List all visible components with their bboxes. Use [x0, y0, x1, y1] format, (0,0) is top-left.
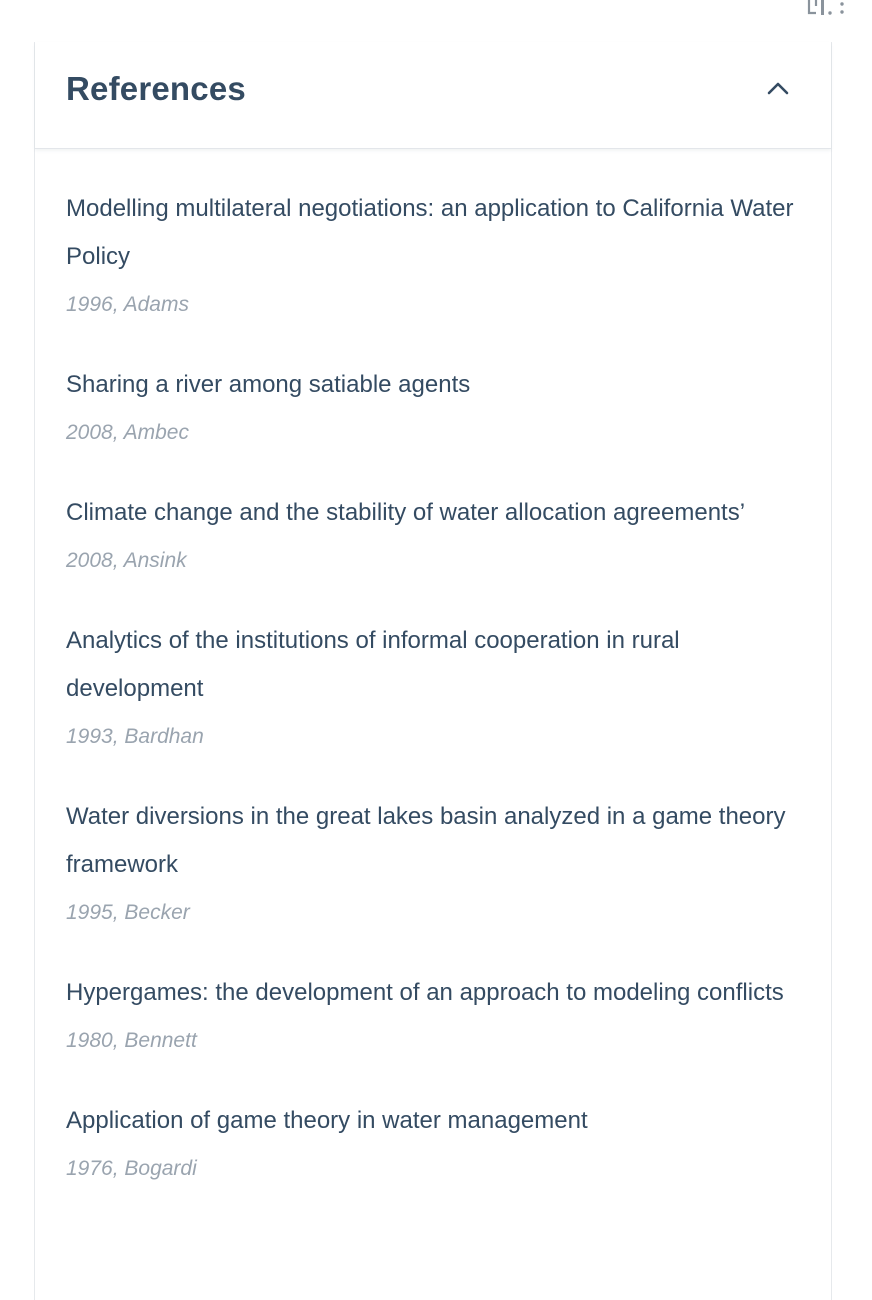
reference-title-link[interactable]: Water diversions in the great lakes basin analyzed in a game theory framework — [66, 803, 786, 878]
reference-item — [66, 361, 801, 457]
reference-item — [66, 617, 801, 761]
reference-year-author: 2008, Ambec — [66, 421, 189, 444]
reference-item — [66, 1097, 801, 1193]
reference-title-link[interactable]: Sharing a river among satiable agents — [66, 371, 471, 398]
reference-item — [66, 969, 801, 1065]
reference-title-link[interactable]: Hypergames: the development of an approach to modeling conflicts — [66, 979, 784, 1006]
chevron-up-icon[interactable] — [765, 78, 791, 98]
reference-title-link[interactable]: Climate change and the stability of water allocation agreements’ — [66, 499, 746, 526]
reference-item — [66, 185, 801, 329]
panel-title: References — [66, 70, 246, 107]
reference-year-author: 1993, Bardhan — [66, 725, 204, 748]
reference-item — [66, 793, 801, 937]
reference-title-link[interactable]: Analytics of the institutions of informal cooperation in rural development — [66, 627, 680, 702]
reference-year-author: 1980, Bennett — [66, 1029, 197, 1052]
references-panel-header[interactable] — [35, 42, 831, 149]
reference-item — [66, 489, 801, 585]
references-panel — [34, 42, 832, 1300]
reference-year-author: 2008, Ansink — [66, 549, 187, 572]
references-list — [35, 149, 831, 1193]
reference-year-author: 1996, Adams — [66, 293, 189, 316]
reference-year-author: 1976, Bogardi — [66, 1157, 197, 1180]
reference-title-link[interactable]: Application of game theory in water management — [66, 1107, 588, 1134]
reference-year-author: 1995, Becker — [66, 901, 190, 924]
corner-glyph-icon — [806, 0, 846, 16]
reference-title-link[interactable]: Modelling multilateral negotiations: an application to California Water Policy — [66, 195, 794, 270]
